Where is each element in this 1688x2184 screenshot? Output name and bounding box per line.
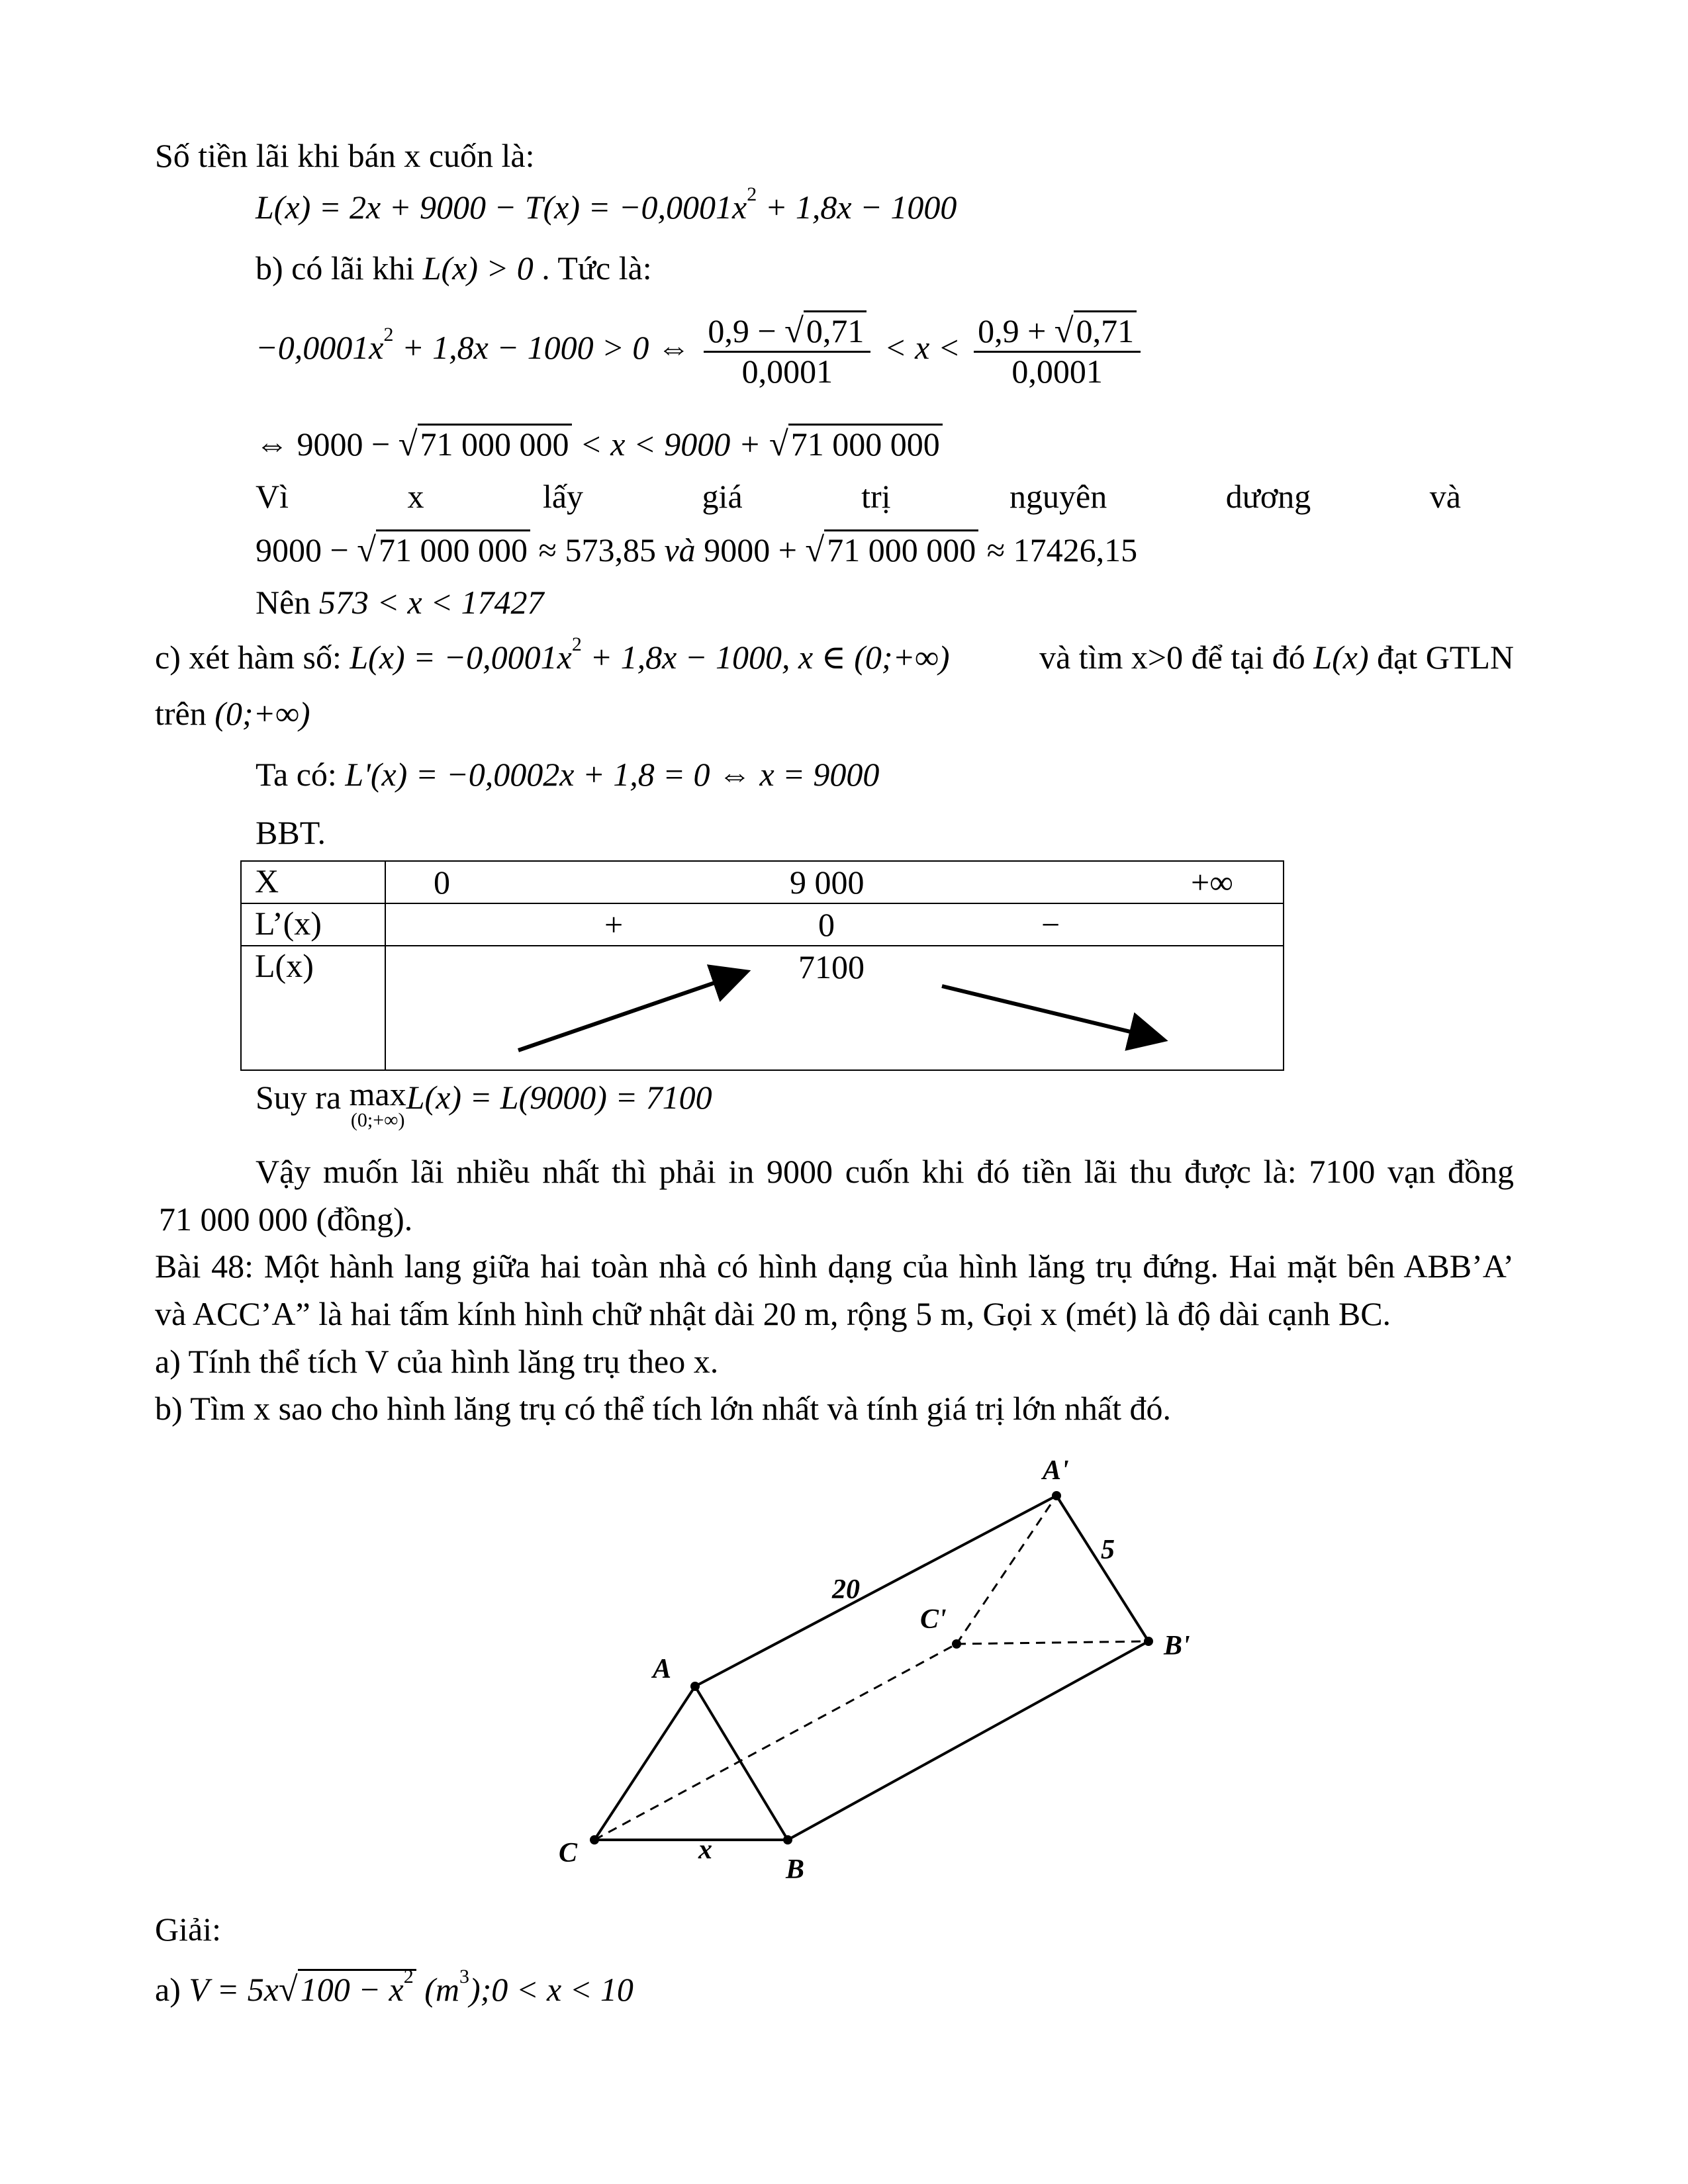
table-cell-label <box>241 946 385 1070</box>
fraction-2 <box>974 311 1141 391</box>
text-line <box>256 582 544 622</box>
math: 100 − x <box>300 1971 404 2008</box>
edge-C'B'-hidden <box>957 1641 1149 1644</box>
eq-part: −0,0001x <box>256 328 384 366</box>
max-conclusion <box>256 1077 712 1130</box>
text-line <box>159 1199 412 1239</box>
eq-part: ⇔ 9000 − <box>256 426 399 463</box>
phrase <box>155 633 950 677</box>
math: L(x) = L(9000) = 7100 <box>406 1079 712 1116</box>
question-a: a) Tính thể tích V của hình lăng trụ theo x. <box>155 1343 719 1380</box>
math: L'(x) = −0,0002x + 1,8 = 0 ⇔ x = 9000 <box>345 756 880 793</box>
text-line <box>155 694 310 733</box>
inequality-sqrt <box>256 424 943 465</box>
eq-part: 71 000 000 <box>788 424 943 463</box>
approx-values <box>256 529 1137 571</box>
math: + 1,8x − 1000, <box>581 639 799 676</box>
math: 573 < x < 17427 <box>318 584 544 621</box>
word: giá <box>702 478 743 515</box>
word: Vì <box>256 478 289 515</box>
denominator: 0,0001 <box>741 353 833 390</box>
vertex-B <box>783 1835 792 1844</box>
word: trị <box>861 478 891 515</box>
vertex-A' <box>1052 1491 1061 1500</box>
sign-zero: 0 <box>818 906 835 943</box>
word: lấy <box>542 478 584 515</box>
problem-text: Bài 48: Một hành lang giữa hai toàn nhà có hình dạng của hình lăng trụ đứng. Hai mặt bên ABB’A’ <box>155 1248 1514 1285</box>
word: và <box>1429 478 1461 515</box>
edge-BB' <box>788 1641 1149 1840</box>
fraction-1 <box>704 311 870 391</box>
eq-part: 9000 + <box>695 531 806 569</box>
eq-part: 71 000 000 <box>418 424 572 463</box>
text-line-justified <box>256 1152 1514 1191</box>
exp: 2 <box>403 1966 414 1987</box>
max-operator <box>350 1077 406 1130</box>
denominator: 0,0001 <box>1011 353 1103 390</box>
question-b: b) Tìm x sao cho hình lăng trụ có thể tích lớn nhất và tính giá trị lớn nhất đó. <box>155 1390 1172 1427</box>
vertex-C <box>590 1835 599 1844</box>
sign-minus: − <box>1041 906 1060 943</box>
sqrt-icon: √ <box>805 531 825 569</box>
table-cell <box>385 946 1284 1070</box>
eq-part: < x < <box>884 328 961 366</box>
eq-part: và <box>664 531 696 569</box>
label-x: x <box>698 1835 712 1865</box>
text: 71 000 000 (đồng). <box>159 1201 413 1238</box>
phrase <box>1039 637 1514 677</box>
text: Suy ra <box>256 1079 350 1116</box>
edge-CC'-hidden <box>594 1644 957 1840</box>
row-label: L’(x) <box>255 905 322 942</box>
text: và tìm x>0 để tại đó <box>1039 639 1314 676</box>
math: x ∈ (0;+∞) <box>798 639 950 676</box>
eq-part: + 1,8x − 1000 <box>757 189 957 226</box>
phrase-row <box>155 633 1514 677</box>
text: c) xét hàm số: <box>155 639 350 676</box>
word: x <box>407 478 424 515</box>
x-value-infinity: +∞ <box>1191 864 1233 901</box>
num-a: 0,9 + <box>978 312 1055 349</box>
text-line <box>256 813 326 852</box>
label-C: C <box>559 1838 578 1868</box>
num-a: 0,9 − <box>708 312 785 349</box>
edge-AA' <box>695 1496 1056 1686</box>
text: trên <box>155 695 215 732</box>
vertex-C' <box>952 1639 961 1649</box>
text-line <box>155 1294 1391 1334</box>
exp: 2 <box>383 323 394 345</box>
sqrt-icon: √ <box>278 1970 298 2009</box>
radicand <box>298 1966 416 2008</box>
edge-AC <box>594 1686 695 1840</box>
table-cell-label <box>241 903 385 946</box>
label-A-prime: A' <box>1043 1455 1069 1486</box>
word: dương <box>1225 478 1311 515</box>
bbt-title: BBT. <box>256 814 326 851</box>
word: nguyên <box>1009 478 1107 515</box>
table-cell <box>385 861 1284 903</box>
label-length-20: 20 <box>832 1574 860 1605</box>
decreasing-arrow-icon <box>942 986 1160 1039</box>
volume-formula <box>155 1966 633 2011</box>
text: b) có lãi khi <box>256 250 423 287</box>
text: đạt GTLN <box>1368 639 1514 676</box>
eq-part: + 1,8x − 1000 > 0 ⇔ <box>393 328 690 366</box>
sign-plus: + <box>604 906 624 943</box>
sqrt-icon: √ <box>769 425 788 463</box>
x-value-9000: 9 000 <box>790 864 865 901</box>
problem-title <box>155 1246 1514 1286</box>
cell-content <box>386 904 1283 945</box>
label-B-prime: B' <box>1164 1631 1190 1661</box>
inequality-fraction <box>256 311 1146 391</box>
math: (0;+∞) <box>214 695 310 732</box>
conclusion-text: Vậy muốn lãi nhiều nhất thì phải in 9000 cuốn khi đó tiền lãi thu được là: 7100 vạn đồng <box>256 1153 1514 1190</box>
table-row <box>241 903 1284 946</box>
line-1: Số tiền lãi khi bán x cuốn là: <box>155 137 535 174</box>
derivative-line <box>256 754 879 794</box>
eq-part: 71 000 000 <box>376 529 530 569</box>
label-B: B <box>786 1854 805 1885</box>
row-label: X <box>255 862 279 899</box>
cell-content <box>386 862 1283 903</box>
text: Nên <box>256 584 319 621</box>
sqrt-icon: √ <box>357 531 377 569</box>
num-b: 0,71 <box>804 310 867 349</box>
table-cell <box>385 903 1284 946</box>
math: L(x) <box>1313 639 1369 676</box>
eq-part: 9000 − <box>256 531 357 569</box>
text-line-justified <box>256 477 1461 516</box>
vertex-B' <box>1144 1637 1153 1646</box>
text-line <box>155 136 535 175</box>
label-C-prime: C' <box>920 1604 947 1635</box>
numerator <box>704 311 870 353</box>
table-row <box>241 861 1284 903</box>
eq-part: ≈ 573,85 <box>530 531 665 569</box>
word-row <box>256 477 1461 516</box>
math: L(x) = −0,0001x <box>350 639 572 676</box>
exp: 3 <box>459 1966 469 1987</box>
text: Ta có: <box>256 756 346 793</box>
exp: 2 <box>571 633 582 655</box>
math: V = 5x <box>189 1971 279 2008</box>
text-line <box>256 248 652 288</box>
max-value: 7100 <box>798 948 865 985</box>
label-A: A <box>653 1654 672 1684</box>
text-line <box>155 1388 1171 1428</box>
text: . Tức là: <box>533 250 652 287</box>
increasing-arrow-icon <box>518 973 743 1050</box>
max-word: max <box>349 1075 406 1113</box>
edge-A'B' <box>1056 1496 1149 1641</box>
math: (m <box>416 1971 459 2008</box>
sqrt-icon: √ <box>398 425 418 463</box>
eq-part: < x < 9000 + <box>571 426 769 463</box>
eq-part: ≈ 17426,15 <box>978 531 1138 569</box>
math: L(x) > 0 <box>422 250 534 287</box>
num-b: 0,71 <box>1074 310 1137 349</box>
solution-heading <box>155 1909 221 1949</box>
numerator <box>974 311 1141 353</box>
equation-profit <box>256 183 957 227</box>
variation-table <box>240 860 1284 1071</box>
edge-AB <box>695 1686 788 1840</box>
label-length-5: 5 <box>1101 1535 1115 1565</box>
table-cell-label <box>241 861 385 903</box>
eq-part: 71 000 000 <box>824 529 978 569</box>
exp: 2 <box>747 183 757 205</box>
max-domain: (0;+∞) <box>350 1109 405 1131</box>
eq-part: L(x) = 2x + 9000 − T(x) = −0,0001x <box>256 189 747 226</box>
cell-content <box>386 946 1283 1069</box>
text: a) <box>155 1971 189 2008</box>
variation-arrows <box>386 946 1280 1069</box>
text-line-justified <box>155 633 1514 677</box>
sqrt-icon: √ <box>784 312 804 350</box>
vertex-A <box>690 1682 700 1691</box>
table-row <box>241 946 1284 1070</box>
x-value-0: 0 <box>434 864 450 901</box>
text: Giải: <box>155 1911 221 1948</box>
math: );0 < x < 10 <box>469 1971 633 2008</box>
sqrt-icon: √ <box>1054 312 1074 350</box>
problem-text: và ACC’A” là hai tấm kính hình chữ nhật dài 20 m, rộng 5 m, Gọi x (mét) là độ dài cạnh BC. <box>155 1295 1391 1332</box>
text-line <box>155 1342 718 1381</box>
row-label: L(x) <box>255 947 314 984</box>
edge-C'A'-hidden <box>957 1496 1056 1644</box>
